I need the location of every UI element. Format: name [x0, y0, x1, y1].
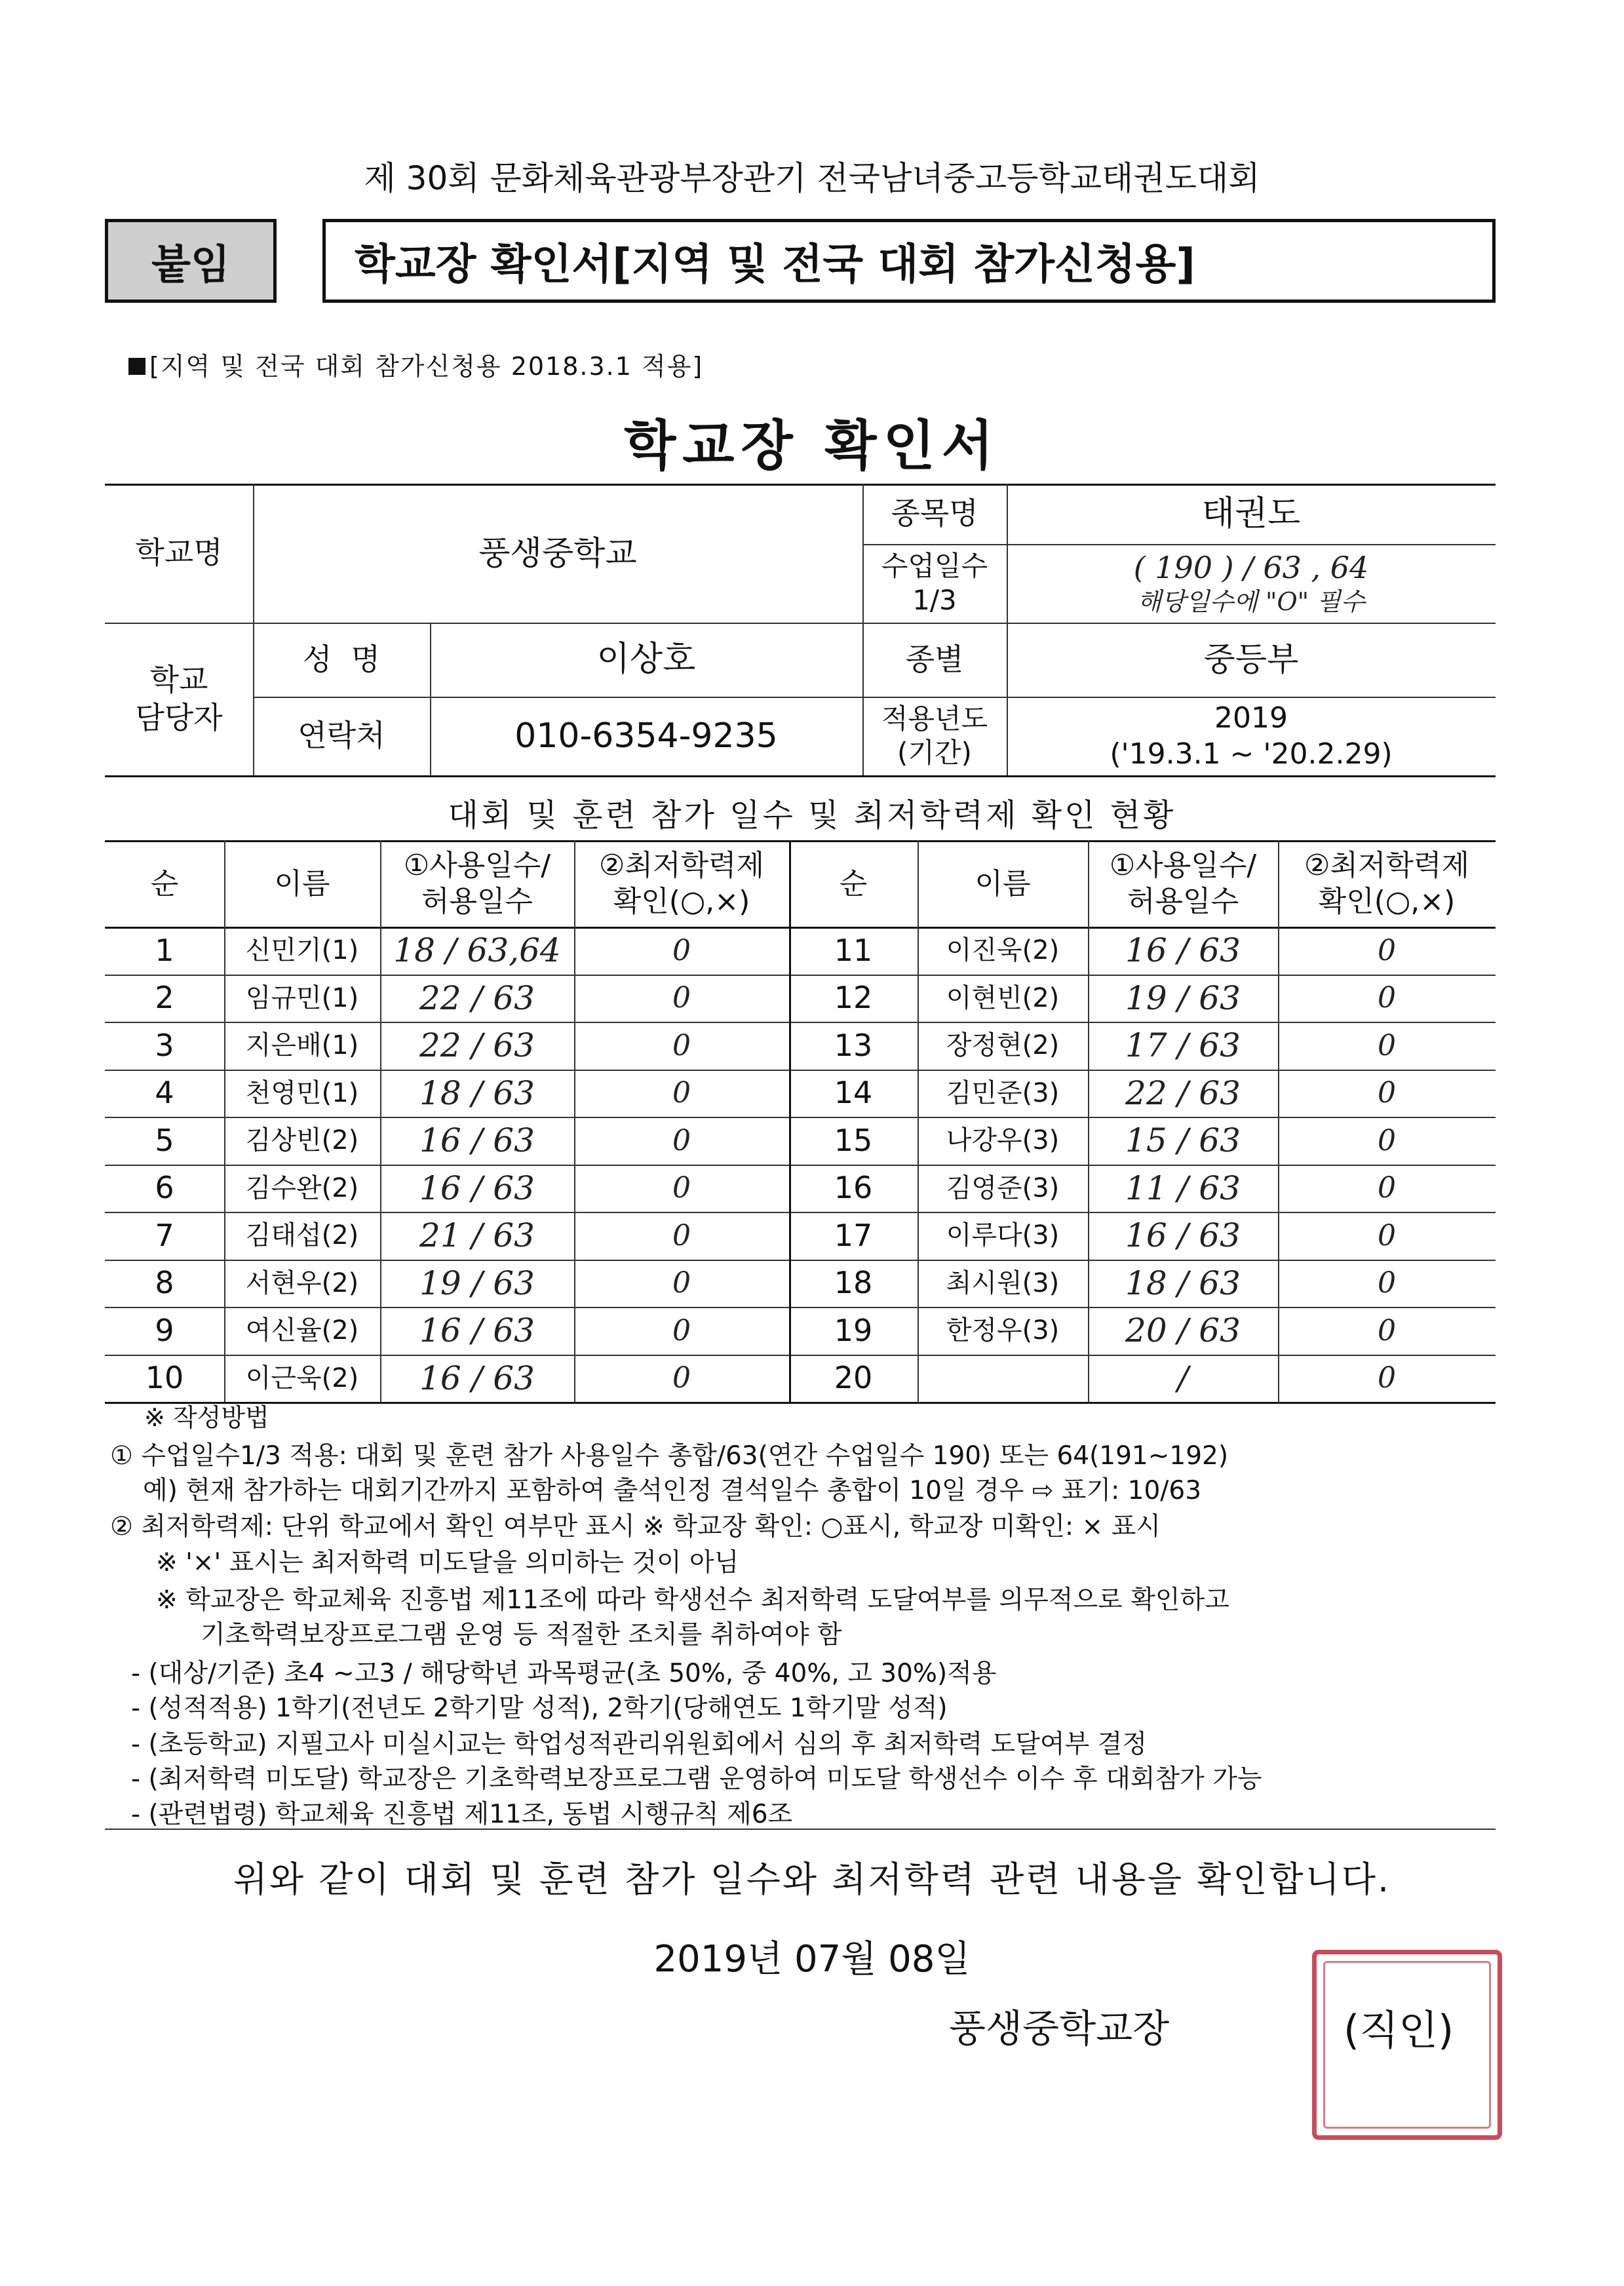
apply-note-text: [지역 및 전국 대회 참가신청용 2018.3.1 적용] [149, 352, 704, 381]
class-days-number: ( 190 ) / 63 , 64 [1133, 549, 1369, 585]
min-academic-check: 0 [1378, 1028, 1396, 1062]
days-used: 16 / 63 [1125, 1216, 1241, 1254]
manager-name-label: 성 명 [302, 641, 381, 677]
row-number: 11 [834, 932, 873, 968]
participant-name: 서현우(2) [245, 1268, 359, 1298]
participant-name: 김태섭(2) [245, 1220, 359, 1251]
participant-name: 최시원(3) [946, 1268, 1060, 1298]
class-days-label: 수업일수 1/3 [881, 549, 988, 616]
min-academic-check: 0 [672, 1313, 691, 1347]
days-used: 19 / 63 [1125, 978, 1241, 1017]
min-academic-check: 0 [672, 981, 691, 1015]
participant-name: 김영준(3) [946, 1172, 1060, 1203]
header-name: 이름 [975, 866, 1031, 901]
row-number: 7 [155, 1217, 174, 1253]
instruction-line: ① 수업일수1/3 적용: 대회 및 훈련 참가 사용일수 총합/63(연간 수업일수 190) 또는 64(191~192) [110, 1441, 1229, 1471]
header-check: ②최저학력제 확인(○,×) [1304, 849, 1469, 918]
min-academic-check: 0 [1378, 933, 1396, 967]
instruction-line: ※ 작성방법 [144, 1403, 269, 1432]
participant-name: 김수완(2) [245, 1172, 359, 1203]
participant-name: 이진욱(2) [946, 935, 1060, 966]
school-name-value: 풍생중학교 [478, 533, 637, 572]
participant-name: 이근욱(2) [245, 1363, 359, 1393]
min-academic-check: 0 [1378, 1076, 1396, 1110]
manager-label: 학교 담당자 [135, 662, 223, 735]
min-academic-check: 0 [1378, 1266, 1396, 1300]
days-used: 16 / 63 [419, 1121, 535, 1159]
instruction-line: ② 최저학력제: 단위 학교에서 확인 여부만 표시 ※ 학교장 확인: ○표시, 학교장 미확인: × 표시 [110, 1512, 1161, 1541]
participant-name: 여신율(2) [245, 1315, 359, 1346]
row-number: 9 [155, 1312, 174, 1348]
min-academic-check: 0 [672, 1361, 691, 1395]
apply-note [128, 346, 703, 382]
header-no: 순 [150, 866, 179, 901]
instruction-line: - (성적적용) 1학기(전년도 2학기말 성적), 2학기(당해연도 1학기말 성적) [131, 1694, 948, 1723]
header-days: ①사용일수/ 허용일수 [1109, 849, 1257, 918]
row-number: 6 [155, 1170, 174, 1205]
participant-name: 나강우(3) [946, 1125, 1060, 1156]
contact-value: 010-6354-9235 [514, 716, 778, 756]
min-academic-check: 0 [1378, 1361, 1396, 1395]
participant-name: 이현빈(2) [946, 982, 1060, 1013]
event-value: 태권도 [1201, 494, 1301, 533]
min-academic-check: 0 [1378, 1171, 1396, 1205]
instruction-line: ※ '×' 표시는 최저학력 미도달을 의미하는 것이 아님 [156, 1548, 739, 1578]
min-academic-check: 0 [1378, 1313, 1396, 1347]
min-academic-check: 0 [1378, 1218, 1396, 1252]
row-number: 2 [155, 980, 174, 1015]
days-used: 18 / 63,64 [393, 931, 561, 969]
instruction-line: 기초학력보장프로그램 운영 등 적절한 조치를 취하여야 함 [201, 1620, 842, 1650]
page-title: 학교장 확인서 [624, 415, 1000, 477]
participant-name: 천영민(1) [245, 1077, 359, 1108]
days-used: 16 / 63 [419, 1359, 535, 1397]
division-value: 중등부 [1203, 640, 1299, 679]
days-used: 20 / 63 [1125, 1311, 1241, 1349]
header-name: 이름 [274, 866, 330, 901]
row-number: 8 [155, 1265, 174, 1300]
row-number: 5 [155, 1122, 174, 1158]
division-label: 종별 [905, 641, 964, 677]
class-days-note: 해당일수에 "O" 필수 [1137, 587, 1365, 616]
days-used: 22 / 63 [419, 1026, 535, 1064]
row-number: 20 [834, 1360, 873, 1395]
min-academic-check: 0 [672, 1218, 691, 1252]
min-academic-check: 0 [672, 1171, 691, 1205]
header-check: ②최저학력제 확인(○,×) [599, 849, 764, 918]
principal-title: 풍생중학교장 [949, 2006, 1170, 2051]
instruction-line: - (대상/기준) 초4 ~고3 / 해당학년 과목평균(초 50%, 중 40%, 고 30%)적용 [131, 1659, 997, 1688]
confirm-statement: 위와 같이 대회 및 훈련 참가 일수와 최저학력 관련 내용을 확인합니다. [233, 1859, 1391, 1900]
row-number: 12 [834, 980, 873, 1015]
period-label: 적용년도 (기간) [881, 702, 988, 769]
participant-name: 한정우(3) [946, 1315, 1060, 1346]
days-used: 15 / 63 [1125, 1121, 1241, 1159]
participant-name: 김민준(3) [946, 1077, 1060, 1108]
row-number: 15 [834, 1122, 873, 1158]
participant-name: 신민기(1) [245, 935, 359, 966]
instruction-line: - (최저학력 미도달) 학교장은 기초학력보장프로그램 운영하여 미도달 학생선수 이수 후 대회참가 가능 [131, 1764, 1262, 1794]
participant-name: 임규민(1) [245, 982, 359, 1013]
instruction-line: ※ 학교장은 학교체육 진흥법 제11조에 따라 학생선수 최저학력 도달여부를 의무적으로 확인하고 [156, 1585, 1229, 1615]
row-number: 17 [834, 1217, 873, 1253]
instruction-line: - (관련법령) 학교체육 진흥법 제11조, 동법 시행규칙 제6조 [131, 1800, 793, 1829]
seal-label: (직인) [1344, 2006, 1454, 2054]
issue-date: 2019년 07월 08일 [653, 1938, 971, 1981]
school-name-label: 학교명 [135, 535, 223, 571]
participant-name: 지은배(1) [245, 1030, 359, 1061]
row-number: 19 [834, 1312, 873, 1348]
min-academic-check: 0 [1378, 981, 1396, 1015]
header-days: ①사용일수/ 허용일수 [403, 849, 551, 918]
row-number: 18 [834, 1265, 873, 1300]
min-academic-check: 0 [672, 1266, 691, 1300]
certificate-title: 학교장 확인서[지역 및 전국 대회 참가신청용] [322, 219, 1496, 303]
square-bullet-icon [128, 358, 145, 375]
row-number: 3 [155, 1027, 174, 1063]
days-used: 16 / 63 [419, 1311, 535, 1349]
instruction-line: 예) 현재 참가하는 대회기간까지 포함하여 출석인정 결석일수 총합이 10일 경우 ⇨ 표기: 10/63 [143, 1476, 1202, 1505]
min-academic-check: 0 [672, 1076, 691, 1110]
days-used: 18 / 63 [1125, 1264, 1241, 1302]
days-used: 16 / 63 [1125, 931, 1241, 969]
participant-name: 이루다(3) [946, 1220, 1060, 1251]
days-used: 21 / 63 [419, 1216, 535, 1254]
competition-title: 제 30회 문화체육관광부장관기 전국남녀중고등학교태권도대회 [364, 159, 1260, 197]
row-number: 1 [155, 932, 174, 968]
instruction-line: - (초등학교) 지필고사 미실시교는 학업성적관리위원회에서 심의 후 최저학력 도달여부 결정 [131, 1730, 1148, 1759]
days-used: 16 / 63 [419, 1169, 535, 1207]
participant-name: 장정현(2) [946, 1030, 1060, 1061]
min-academic-check: 0 [672, 1123, 691, 1157]
class-days-value [1007, 544, 1496, 623]
days-used: 22 / 63 [419, 978, 535, 1017]
min-academic-check: 0 [672, 933, 691, 967]
header-no: 순 [839, 866, 868, 901]
status-title: 대회 및 훈련 참가 일수 및 최저학력제 확인 현황 [448, 797, 1176, 834]
period-value: 2019 ('19.3.1 ~ '20.2.29) [1110, 701, 1393, 771]
days-used: 19 / 63 [419, 1264, 535, 1302]
row-number: 14 [834, 1075, 873, 1110]
row-number: 4 [155, 1075, 174, 1110]
days-used: / [1177, 1359, 1189, 1397]
participant-name: 김상빈(2) [245, 1125, 359, 1156]
min-academic-check: 0 [1378, 1123, 1396, 1157]
manager-name-value: 이상호 [596, 640, 696, 679]
row-number: 16 [834, 1170, 873, 1205]
event-label: 종목명 [891, 495, 978, 532]
days-used: 11 / 63 [1125, 1169, 1241, 1207]
days-used: 18 / 63 [419, 1074, 535, 1112]
days-used: 22 / 63 [1125, 1074, 1241, 1112]
min-academic-check: 0 [672, 1028, 691, 1062]
row-number: 10 [145, 1360, 184, 1395]
days-used: 17 / 63 [1125, 1026, 1241, 1064]
participant-name [918, 1355, 1088, 1403]
row-number: 13 [834, 1027, 873, 1063]
contact-label: 연락처 [298, 718, 385, 754]
attachment-label: 붙임 [105, 219, 277, 303]
